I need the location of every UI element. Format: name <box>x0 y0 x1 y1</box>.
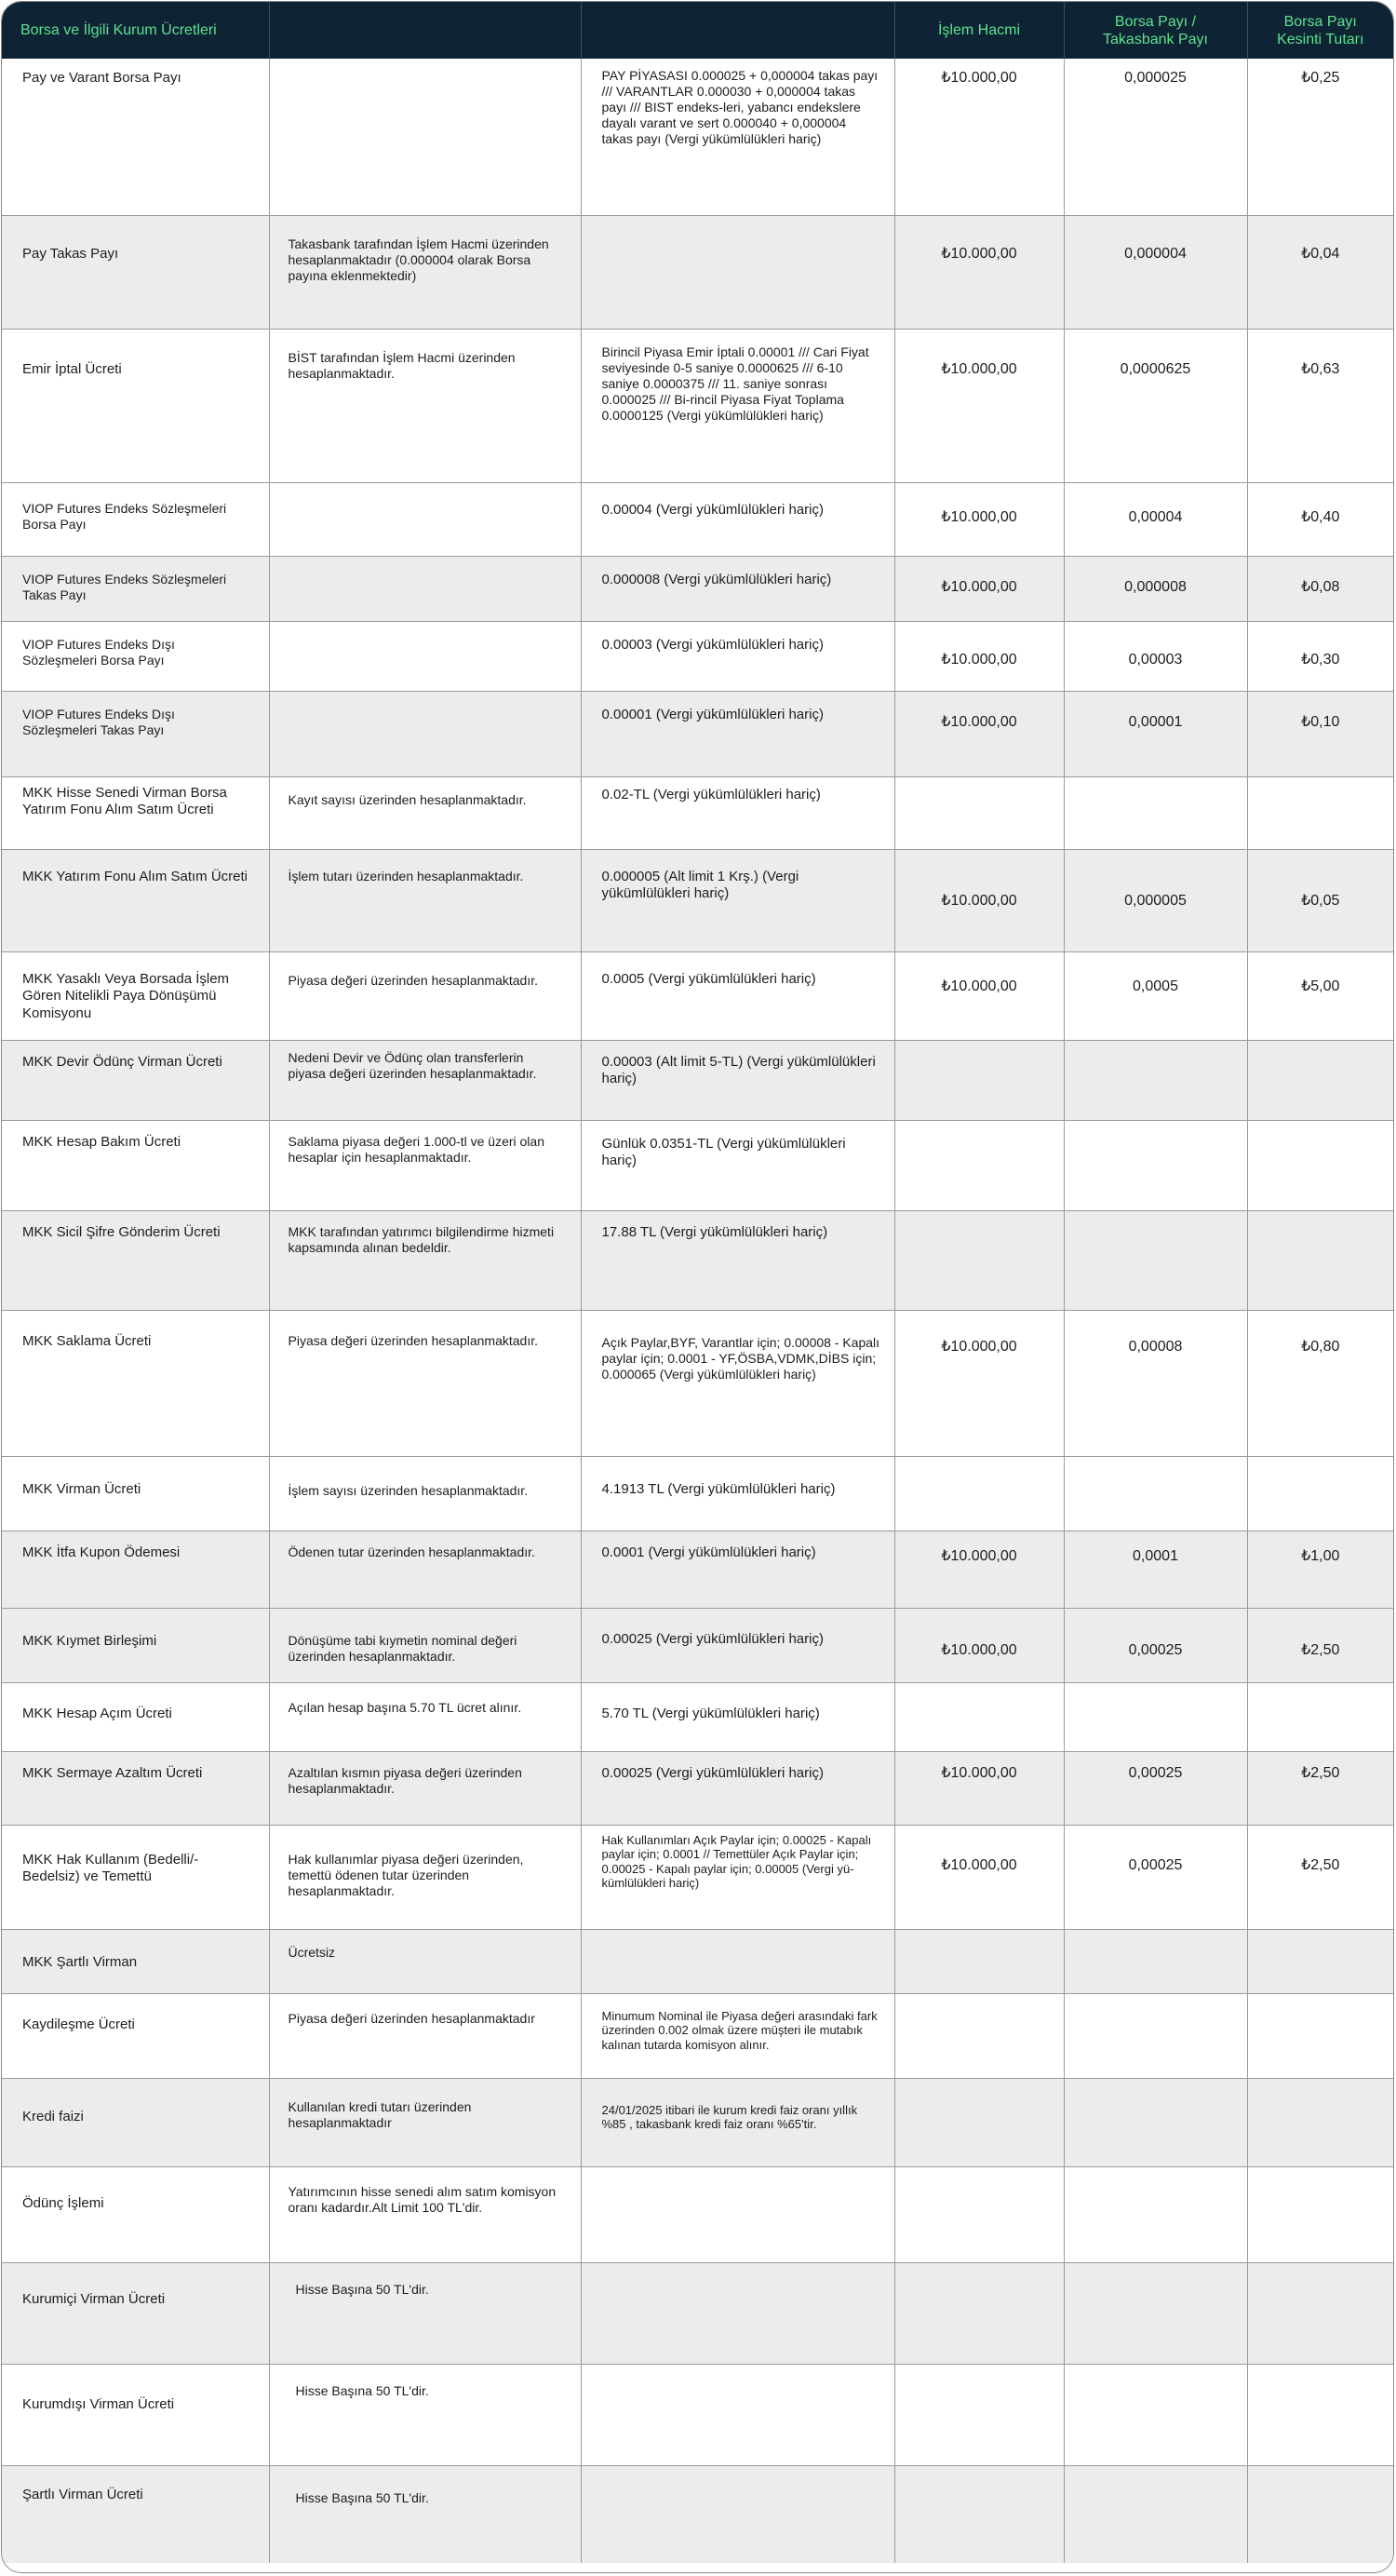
fee-rate: Açık Paylar,BYF, Varantlar için; 0.00008 - Kapalı paylar için; 0.0001 - YF,ÖSBA,VDMK,DİBS için; 0.000065 (Vergi yükümlülükleri hariç) <box>581 1310 894 1456</box>
table-row <box>2 329 1393 482</box>
fee-share <box>1064 2166 1247 2262</box>
header-rate <box>581 2 894 59</box>
fee-share: 0,000025 <box>1064 59 1247 215</box>
fee-description <box>269 621 581 691</box>
table-row <box>2 621 1393 691</box>
fee-amount: ₺2,50 <box>1247 1825 1393 1929</box>
fee-volume: ₺10.000,00 <box>894 621 1064 691</box>
fee-name: Kurumdışı Virman Ücreti <box>2 2364 269 2465</box>
table-row <box>2 1120 1393 1210</box>
fee-amount <box>1247 2364 1393 2465</box>
header-amount <box>1247 2 1393 59</box>
fee-share: 0,00003 <box>1064 621 1247 691</box>
fee-amount: ₺2,50 <box>1247 1608 1393 1682</box>
fee-volume <box>894 1929 1064 1993</box>
fee-description: Kullanılan kredi tutarı üzerinden hesaplanmaktadır <box>269 2078 581 2166</box>
fee-name: VIOP Futures Endeks Dışı Sözleşmeleri Takas Payı <box>2 691 269 776</box>
fee-name: Pay Takas Payı <box>2 215 269 329</box>
fee-volume <box>894 1456 1064 1531</box>
fee-volume: ₺10.000,00 <box>894 1825 1064 1929</box>
fee-volume: ₺10.000,00 <box>894 691 1064 776</box>
fee-share: 0,000004 <box>1064 215 1247 329</box>
fee-rate <box>581 215 894 329</box>
fee-amount <box>1247 2465 1393 2563</box>
fee-amount: ₺2,50 <box>1247 1751 1393 1825</box>
fee-volume: ₺10.000,00 <box>894 951 1064 1040</box>
header-share-line1: Borsa Payı / <box>1114 13 1197 30</box>
fee-volume: ₺10.000,00 <box>894 59 1064 215</box>
fee-name: MKK Hak Kullanım (Bedelli/-Bedelsiz) ve Temettü <box>2 1825 269 1929</box>
table-row <box>2 1993 1393 2078</box>
fee-name: MKK Sicil Şifre Gönderim Ücreti <box>2 1210 269 1310</box>
table-row <box>2 556 1393 621</box>
table-row <box>2 1456 1393 1531</box>
header-fee-name: Borsa ve İlgili Kurum Ücretleri <box>2 2 269 59</box>
fee-share <box>1064 1456 1247 1531</box>
fee-share: 0,00001 <box>1064 691 1247 776</box>
table-row <box>2 1310 1393 1456</box>
fee-name: MKK Virman Ücreti <box>2 1456 269 1531</box>
fee-rate: 4.1913 TL (Vergi yükümlülükleri hariç) <box>581 1456 894 1531</box>
fee-volume: ₺10.000,00 <box>894 556 1064 621</box>
table-row <box>2 2262 1393 2364</box>
table-row <box>2 1608 1393 1682</box>
fee-rate: 0.000005 (Alt limit 1 Krş.) (Vergi yükümlülükleri hariç) <box>581 849 894 951</box>
fee-description <box>269 691 581 776</box>
fee-description: Ücretsiz <box>269 1929 581 1993</box>
fee-share: 0,0000625 <box>1064 329 1247 482</box>
fee-amount: ₺0,08 <box>1247 556 1393 621</box>
fee-rate: 0.00004 (Vergi yükümlülükleri hariç) <box>581 482 894 556</box>
table-row <box>2 2364 1393 2465</box>
fee-rate: 0.00003 (Alt limit 5-TL) (Vergi yükümlülükleri hariç) <box>581 1040 894 1120</box>
fee-share <box>1064 2364 1247 2465</box>
table-row <box>2 691 1393 776</box>
fee-description: Takasbank tarafından İşlem Hacmi üzerinden hesaplanmaktadır (0.000004 olarak Borsa payına eklenmektedir) <box>269 215 581 329</box>
fee-share <box>1064 1120 1247 1210</box>
fee-amount <box>1247 1120 1393 1210</box>
table-row <box>2 776 1393 849</box>
fee-name: MKK Yatırım Fonu Alım Satım Ücreti <box>2 849 269 951</box>
fee-volume <box>894 1993 1064 2078</box>
fee-rate <box>581 1929 894 1993</box>
table-row <box>2 1210 1393 1310</box>
fee-volume: ₺10.000,00 <box>894 482 1064 556</box>
fee-share <box>1064 1210 1247 1310</box>
fee-name: Şartlı Virman Ücreti <box>2 2465 269 2563</box>
fee-amount <box>1247 776 1393 849</box>
fee-table <box>2 2 1393 2563</box>
table-header-row <box>2 2 1393 59</box>
fee-amount: ₺0,05 <box>1247 849 1393 951</box>
fee-volume <box>894 2262 1064 2364</box>
fee-name: VIOP Futures Endeks Sözleşmeleri Borsa Payı <box>2 482 269 556</box>
fee-description: BİST tarafından İşlem Hacmi üzerinden hesaplanmaktadır. <box>269 329 581 482</box>
fee-rate <box>581 2364 894 2465</box>
fee-share: 0,000008 <box>1064 556 1247 621</box>
fee-volume: ₺10.000,00 <box>894 1608 1064 1682</box>
fee-volume <box>894 1682 1064 1751</box>
fee-amount <box>1247 1929 1393 1993</box>
fee-volume: ₺10.000,00 <box>894 215 1064 329</box>
fee-volume <box>894 2465 1064 2563</box>
table-row <box>2 1531 1393 1608</box>
fee-description: Dönüşüme tabi kıymetin nominal değeri üzerinden hesaplanmaktadır. <box>269 1608 581 1682</box>
fee-name: Emir İptal Ücreti <box>2 329 269 482</box>
table-row <box>2 482 1393 556</box>
fee-description: Ödenen tutar üzerinden hesaplanmaktadır. <box>269 1531 581 1608</box>
fee-share <box>1064 2465 1247 2563</box>
fee-amount: ₺0,04 <box>1247 215 1393 329</box>
table-row <box>2 1682 1393 1751</box>
fee-description: Yatırımcının hisse senedi alım satım komisyon oranı kadardır.Alt Limit 100 TL'dir. <box>269 2166 581 2262</box>
fee-description: İşlem tutarı üzerinden hesaplanmaktadır. <box>269 849 581 951</box>
fee-amount: ₺0,63 <box>1247 329 1393 482</box>
table-row <box>2 849 1393 951</box>
fee-share <box>1064 1040 1247 1120</box>
fee-description: Hisse Başına 50 TL'dir. <box>269 2465 581 2563</box>
fee-amount <box>1247 2166 1393 2262</box>
fee-share <box>1064 1682 1247 1751</box>
fee-description: Piyasa değeri üzerinden hesaplanmaktadır. <box>269 951 581 1040</box>
fee-share <box>1064 1993 1247 2078</box>
fee-rate: 5.70 TL (Vergi yükümlülükleri hariç) <box>581 1682 894 1751</box>
fee-volume <box>894 2364 1064 2465</box>
fee-rate: 0.00025 (Vergi yükümlülükleri hariç) <box>581 1751 894 1825</box>
fee-description: Açılan hesap başına 5.70 TL ücret alınır. <box>269 1682 581 1751</box>
header-share-line2: Takasbank Payı <box>1103 31 1208 47</box>
fee-description: Kayıt sayısı üzerinden hesaplanmaktadır. <box>269 776 581 849</box>
fee-description: Piyasa değeri üzerinden hesaplanmaktadır <box>269 1993 581 2078</box>
fee-share: 0,0005 <box>1064 951 1247 1040</box>
fee-amount <box>1247 1682 1393 1751</box>
header-amount-line2: Kesinti Tutarı <box>1277 31 1364 47</box>
fee-volume <box>894 776 1064 849</box>
fee-amount: ₺0,30 <box>1247 621 1393 691</box>
fee-name: MKK İtfa Kupon Ödemesi <box>2 1531 269 1608</box>
fee-description: Hisse Başına 50 TL'dir. <box>269 2364 581 2465</box>
fee-volume <box>894 1040 1064 1120</box>
table-row <box>2 2166 1393 2262</box>
fee-rate: 0.02-TL (Vergi yükümlülükleri hariç) <box>581 776 894 849</box>
fee-rate: 0.00003 (Vergi yükümlülükleri hariç) <box>581 621 894 691</box>
fee-rate <box>581 2166 894 2262</box>
fee-description: Azaltılan kısmın piyasa değeri üzerinden hesaplanmaktadır. <box>269 1751 581 1825</box>
fee-volume: ₺10.000,00 <box>894 1751 1064 1825</box>
fee-amount: ₺1,00 <box>1247 1531 1393 1608</box>
fee-share <box>1064 2262 1247 2364</box>
fee-share <box>1064 776 1247 849</box>
fee-rate: Hak Kullanımları Açık Paylar için; 0.00025 - Kapalı paylar için; 0.0001 // Temettüler Açık Paylar için; 0.00025 - Kapalı paylar için; 0.00005 (Vergi yü-kümlülükleri hariç) <box>581 1825 894 1929</box>
header-amount-line1: Borsa Payı <box>1283 13 1357 30</box>
fee-amount: ₺0,25 <box>1247 59 1393 215</box>
fee-rate: 0.000008 (Vergi yükümlülükleri hariç) <box>581 556 894 621</box>
fee-share: 0,00025 <box>1064 1751 1247 1825</box>
fee-volume: ₺10.000,00 <box>894 329 1064 482</box>
fee-amount: ₺5,00 <box>1247 951 1393 1040</box>
fee-volume <box>894 1210 1064 1310</box>
table-row <box>2 59 1393 215</box>
fee-rate: 0.00001 (Vergi yükümlülükleri hariç) <box>581 691 894 776</box>
fee-name: MKK Hisse Senedi Virman Borsa Yatırım Fonu Alım Satım Ücreti <box>2 776 269 849</box>
fee-description <box>269 556 581 621</box>
fee-amount <box>1247 2262 1393 2364</box>
fee-volume: ₺10.000,00 <box>894 1310 1064 1456</box>
fee-volume <box>894 2078 1064 2166</box>
fee-name: MKK Hesap Bakım Ücreti <box>2 1120 269 1210</box>
fee-description <box>269 59 581 215</box>
fee-amount <box>1247 1993 1393 2078</box>
fee-name: VIOP Futures Endeks Sözleşmeleri Takas Payı <box>2 556 269 621</box>
header-share <box>1064 2 1247 59</box>
header-volume: İşlem Hacmi <box>894 2 1064 59</box>
fee-name: MKK Yasaklı Veya Borsada İşlem Gören Nitelikli Paya Dönüşümü Komisyonu <box>2 951 269 1040</box>
fee-description: Saklama piyasa değeri 1.000-tl ve üzeri olan hesaplar için hesaplanmaktadır. <box>269 1120 581 1210</box>
fee-amount <box>1247 1210 1393 1310</box>
fee-rate: 17.88 TL (Vergi yükümlülükleri hariç) <box>581 1210 894 1310</box>
fee-share: 0,00008 <box>1064 1310 1247 1456</box>
fee-description: Hak kullanımlar piyasa değeri üzerinden, temettü ödenen tutar üzerinden hesaplanmaktadır. <box>269 1825 581 1929</box>
fee-rate: 0.0001 (Vergi yükümlülükleri hariç) <box>581 1531 894 1608</box>
table-row <box>2 951 1393 1040</box>
fee-name: Kaydileşme Ücreti <box>2 1993 269 2078</box>
fee-rate <box>581 2262 894 2364</box>
fee-table-container <box>1 1 1394 2573</box>
fee-name: MKK Şartlı Virman <box>2 1929 269 1993</box>
fee-description <box>269 482 581 556</box>
fee-amount <box>1247 1040 1393 1120</box>
fee-rate: 0.00025 (Vergi yükümlülükleri hariç) <box>581 1608 894 1682</box>
fee-description: Piyasa değeri üzerinden hesaplanmaktadır. <box>269 1310 581 1456</box>
table-row <box>2 1751 1393 1825</box>
fee-share: 0,000005 <box>1064 849 1247 951</box>
fee-amount: ₺0,80 <box>1247 1310 1393 1456</box>
header-description <box>269 2 581 59</box>
fee-volume <box>894 1120 1064 1210</box>
fee-rate <box>581 2465 894 2563</box>
fee-amount <box>1247 1456 1393 1531</box>
fee-share: 0,0001 <box>1064 1531 1247 1608</box>
fee-name: MKK Saklama Ücreti <box>2 1310 269 1456</box>
fee-description: Hisse Başına 50 TL'dir. <box>269 2262 581 2364</box>
fee-name: Ödünç İşlemi <box>2 2166 269 2262</box>
table-row <box>2 2465 1393 2563</box>
fee-rate: Birincil Piyasa Emir İptali 0.00001 /// Cari Fiyat seviyesinde 0-5 saniye 0.0000625 /// 6-10 saniye 0.0000375 /// 11. saniye sonrası 0.000025 /// Bi-rincil Piyasa Fiyat Toplama 0.0000125 (Vergi yükümlülükleri hariç) <box>581 329 894 482</box>
table-row <box>2 1040 1393 1120</box>
fee-name: MKK Kıymet Birleşimi <box>2 1608 269 1682</box>
table-row <box>2 1929 1393 1993</box>
fee-name: MKK Sermaye Azaltım Ücreti <box>2 1751 269 1825</box>
fee-share: 0,00025 <box>1064 1825 1247 1929</box>
fee-rate: 24/01/2025 itibari ile kurum kredi faiz oranı yıllık %85 , takasbank kredi faiz oranı %65'tir. <box>581 2078 894 2166</box>
fee-rate: 0.0005 (Vergi yükümlülükleri hariç) <box>581 951 894 1040</box>
fee-name: VIOP Futures Endeks Dışı Sözleşmeleri Borsa Payı <box>2 621 269 691</box>
fee-share: 0,00025 <box>1064 1608 1247 1682</box>
fee-name: MKK Hesap Açım Ücreti <box>2 1682 269 1751</box>
table-row <box>2 215 1393 329</box>
fee-volume: ₺10.000,00 <box>894 849 1064 951</box>
fee-rate: PAY PİYASASI 0.000025 + 0,000004 takas payı /// VARANTLAR 0.000030 + 0,000004 takas payı /// BIST endeks-leri, yabancı endekslere dayalı varant ve sert 0.000040 + 0,000004 takas payı (Vergi yükümlülükleri hariç) <box>581 59 894 215</box>
table-row <box>2 1825 1393 1929</box>
fee-share: 0,00004 <box>1064 482 1247 556</box>
fee-amount <box>1247 2078 1393 2166</box>
fee-share <box>1064 1929 1247 1993</box>
fee-description: Nedeni Devir ve Ödünç olan transferlerin piyasa değeri üzerinden hesaplanmaktadır. <box>269 1040 581 1120</box>
fee-description: İşlem sayısı üzerinden hesaplanmaktadır. <box>269 1456 581 1531</box>
fee-description: MKK tarafından yatırımcı bilgilendirme hizmeti kapsamında alınan bedeldir. <box>269 1210 581 1310</box>
table-row <box>2 2078 1393 2166</box>
fee-volume: ₺10.000,00 <box>894 1531 1064 1608</box>
fee-name: Kredi faizi <box>2 2078 269 2166</box>
fee-amount: ₺0,40 <box>1247 482 1393 556</box>
fee-name: Pay ve Varant Borsa Payı <box>2 59 269 215</box>
fee-amount: ₺0,10 <box>1247 691 1393 776</box>
fee-volume <box>894 2166 1064 2262</box>
fee-rate: Günlük 0.0351-TL (Vergi yükümlülükleri hariç) <box>581 1120 894 1210</box>
fee-name: Kurumiçi Virman Ücreti <box>2 2262 269 2364</box>
fee-rate: Minumum Nominal ile Piyasa değeri arasındaki fark üzerinden 0.002 olmak üzere müşteri ile mutabık kalınan tutarda komisyon alınır. <box>581 1993 894 2078</box>
fee-name: MKK Devir Ödünç Virman Ücreti <box>2 1040 269 1120</box>
fee-share <box>1064 2078 1247 2166</box>
